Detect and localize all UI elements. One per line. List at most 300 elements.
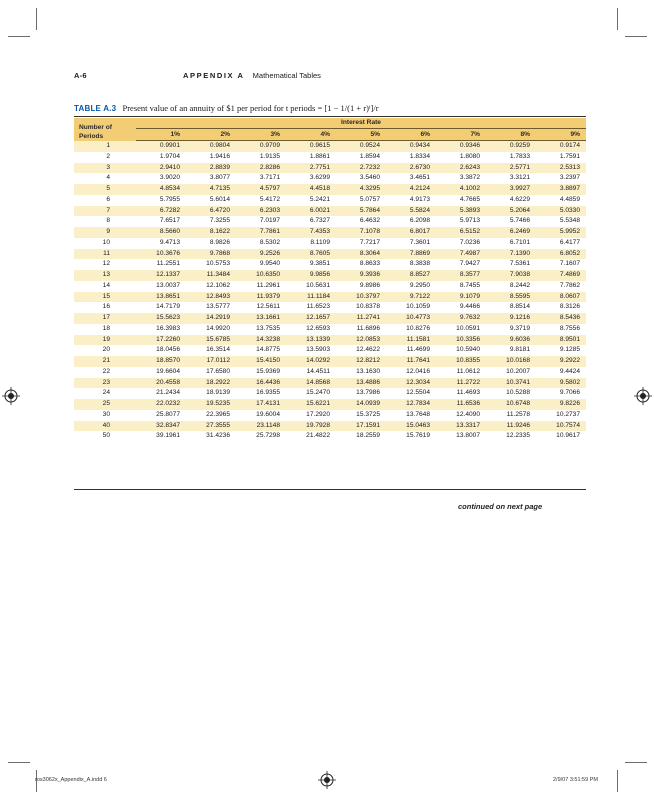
value-cell: 4.4859	[559, 195, 581, 203]
table-row	[74, 410, 586, 421]
table-row	[74, 227, 586, 238]
value-cell: 7.5361	[509, 260, 530, 268]
value-cell: 3.2397	[559, 174, 581, 182]
value-cell: 12.1337	[136, 270, 186, 281]
value-cell: 9.8226	[536, 399, 586, 410]
value-cell: 8.3064	[336, 249, 386, 260]
value-cell: 3.7171	[259, 174, 280, 182]
value-cell: 17.0112	[186, 356, 236, 367]
value-cell: 0.9174	[536, 141, 586, 152]
value-cell: 11.0612	[456, 367, 480, 375]
value-cell: 3.8077	[209, 174, 230, 182]
value-cell: 7.7862	[559, 281, 581, 289]
table-row	[74, 259, 586, 270]
registration-mark-right-icon	[634, 387, 652, 405]
value-cell: 19.5235	[186, 399, 236, 410]
period-cell: 24	[102, 389, 110, 397]
value-cell: 8.2442	[509, 281, 530, 289]
period-cell: 25	[74, 399, 136, 410]
value-cell: 4.4518	[286, 184, 336, 195]
value-cell: 18.2559	[356, 432, 380, 440]
period-cell: 19	[74, 335, 136, 346]
value-cell: 12.4622	[356, 346, 380, 354]
value-cell: 6.4177	[559, 238, 581, 246]
value-cell: 6.7101	[509, 238, 530, 246]
value-cell: 10.5753	[206, 260, 230, 268]
value-cell: 8.3838	[409, 260, 430, 268]
value-cell: 10.5288	[506, 389, 530, 397]
rate-column-header: 4%	[286, 129, 336, 141]
value-cell: 7.9038	[486, 270, 536, 281]
crop-mark-top-right	[617, 8, 618, 30]
value-cell: 17.2260	[136, 335, 186, 346]
value-cell: 6.0021	[286, 206, 336, 217]
value-cell: 10.9617	[556, 432, 581, 440]
value-cell: 8.9501	[536, 335, 586, 346]
value-cell: 25.7298	[256, 432, 280, 440]
table-row	[74, 173, 586, 184]
value-cell: 13.8651	[136, 292, 186, 303]
value-cell: 9.5802	[536, 378, 586, 389]
file-slug: ros3062x_Appendix_A.indd 6	[35, 777, 107, 783]
period-cell: 15	[74, 292, 136, 303]
value-cell: 7.3255	[209, 217, 230, 225]
value-cell: 12.0853	[336, 335, 386, 346]
crop-mark-top-left	[36, 8, 37, 30]
value-cell: 13.0037	[156, 281, 180, 289]
value-cell: 15.0463	[386, 421, 436, 432]
value-cell: 9.7066	[559, 389, 581, 397]
value-cell: 11.2722	[436, 378, 486, 389]
value-cell: 10.8378	[356, 303, 380, 311]
period-cell: 13	[74, 270, 136, 281]
value-cell: 10.3797	[336, 292, 386, 303]
value-cell: 11.6523	[306, 303, 330, 311]
table-row	[74, 281, 586, 292]
value-cell: 11.9379	[236, 292, 286, 303]
annuity-table	[74, 118, 586, 442]
table-row	[74, 345, 586, 356]
crop-mark-bottom-right-h	[625, 762, 647, 763]
value-cell: 2.7751	[286, 163, 336, 174]
periods-header	[74, 118, 136, 141]
period-cell: 8	[106, 217, 110, 225]
value-cell: 10.3741	[486, 378, 536, 389]
value-cell: 8.5595	[486, 292, 536, 303]
value-cell: 14.9920	[206, 324, 230, 332]
value-cell: 10.4773	[386, 313, 436, 324]
value-cell: 4.2124	[386, 184, 436, 195]
value-cell: 10.3676	[136, 249, 186, 260]
value-cell: 3.9020	[159, 174, 180, 182]
table-row	[74, 184, 586, 195]
value-cell: 15.7619	[406, 432, 430, 440]
period-cell: 7	[74, 206, 136, 217]
value-cell: 9.9540	[259, 260, 280, 268]
value-cell: 5.3893	[436, 206, 486, 217]
value-cell: 6.7282	[136, 206, 186, 217]
value-cell: 6.2098	[409, 217, 430, 225]
table-row	[74, 324, 586, 335]
value-cell: 12.7834	[386, 399, 436, 410]
period-cell: 5	[74, 184, 136, 195]
value-cell: 1.7591	[559, 152, 581, 160]
value-cell: 11.9246	[486, 421, 536, 432]
value-cell: 19.6604	[156, 367, 180, 375]
value-cell: 13.5903	[306, 346, 330, 354]
table-caption: Present value of an annuity of $1 per period for t periods = [1 − 1/(1 + r)ᵗ]/r	[122, 103, 379, 113]
value-cell: 11.1581	[386, 335, 436, 346]
period-cell: 17	[74, 313, 136, 324]
value-cell: 7.1078	[336, 227, 386, 238]
header-row-group	[74, 118, 586, 129]
period-cell: 6	[106, 195, 110, 203]
value-cell: 8.3577	[436, 270, 486, 281]
value-cell: 4.3295	[336, 184, 386, 195]
value-cell: 18.9139	[206, 389, 230, 397]
value-cell: 10.3356	[436, 335, 486, 346]
value-cell: 13.1339	[286, 335, 336, 346]
table-row	[74, 356, 586, 367]
value-cell: 6.8017	[386, 227, 436, 238]
value-cell: 0.9259	[486, 141, 536, 152]
crop-mark-top-right-h	[625, 36, 647, 37]
value-cell: 21.2434	[156, 389, 180, 397]
value-cell: 9.3851	[309, 260, 330, 268]
value-cell: 11.1184	[286, 292, 336, 303]
value-cell: 18.0456	[156, 346, 180, 354]
rate-column-header: 3%	[236, 129, 286, 141]
value-cell: 3.3872	[459, 174, 480, 182]
value-cell: 11.6896	[356, 324, 380, 332]
value-cell: 13.7535	[256, 324, 280, 332]
value-cell: 1.9135	[259, 152, 280, 160]
value-cell: 9.1216	[486, 313, 536, 324]
value-cell: 17.2920	[306, 410, 330, 418]
periods-header-line2: Periods	[79, 132, 104, 140]
value-cell: 17.1591	[336, 421, 386, 432]
value-cell: 16.3983	[156, 324, 180, 332]
value-cell: 12.0416	[406, 367, 430, 375]
rate-column-header: 2%	[186, 129, 236, 141]
period-cell: 9	[74, 227, 136, 238]
table-title	[74, 103, 379, 113]
value-cell: 3.9927	[486, 184, 536, 195]
value-cell: 9.6036	[486, 335, 536, 346]
value-cell: 5.4172	[259, 195, 280, 203]
value-cell: 8.0607	[536, 292, 586, 303]
value-cell: 7.0236	[459, 238, 480, 246]
period-cell: 16	[102, 303, 110, 311]
value-cell: 7.0197	[259, 217, 280, 225]
table-top-rule	[74, 116, 586, 117]
value-cell: 8.8527	[386, 270, 436, 281]
value-cell: 15.6221	[286, 399, 336, 410]
table-row	[74, 313, 586, 324]
value-cell: 10.0591	[456, 324, 480, 332]
value-cell: 8.5302	[259, 238, 280, 246]
crop-mark-top-left-h	[8, 36, 30, 37]
table-row	[74, 163, 586, 174]
value-cell: 10.2737	[556, 410, 581, 418]
value-cell: 5.7466	[509, 217, 530, 225]
value-cell: 13.8007	[456, 432, 480, 440]
value-cell: 15.6785	[186, 335, 236, 346]
value-cell: 1.8334	[409, 152, 430, 160]
value-cell: 9.2950	[409, 281, 430, 289]
page-number: A-6	[74, 71, 87, 80]
value-cell: 22.3965	[206, 410, 230, 418]
value-cell: 9.8986	[359, 281, 380, 289]
timestamp-slug: 2/9/07 3:51:59 PM	[553, 777, 598, 783]
value-cell: 10.6350	[236, 270, 286, 281]
value-cell: 13.4886	[336, 378, 386, 389]
value-cell: 11.4699	[406, 346, 430, 354]
value-cell: 7.8869	[386, 249, 436, 260]
value-cell: 12.8212	[336, 356, 386, 367]
rate-column-header: 7%	[436, 129, 486, 141]
table-row	[74, 388, 586, 399]
value-cell: 1.9416	[209, 152, 230, 160]
running-head-section: APPENDIX A	[183, 71, 245, 80]
period-cell: 11	[74, 249, 136, 260]
value-cell: 2.6730	[386, 163, 436, 174]
value-cell: 22.0232	[136, 399, 186, 410]
header-row-rates	[74, 129, 586, 141]
value-cell: 12.6593	[306, 324, 330, 332]
value-cell: 15.4150	[236, 356, 286, 367]
value-cell: 9.4713	[159, 238, 180, 246]
period-cell: 50	[102, 432, 110, 440]
period-cell: 22	[102, 367, 110, 375]
table-row	[74, 141, 586, 152]
table-row	[74, 152, 586, 163]
period-cell: 14	[102, 281, 110, 289]
value-cell: 9.8181	[509, 346, 530, 354]
value-cell: 1.7833	[509, 152, 530, 160]
value-cell: 21.4822	[306, 432, 330, 440]
value-cell: 0.9804	[186, 141, 236, 152]
value-cell: 9.1285	[559, 346, 581, 354]
running-head-title: Mathematical Tables	[252, 71, 321, 80]
value-cell: 4.1002	[436, 184, 486, 195]
value-cell: 11.2961	[256, 281, 280, 289]
value-cell: 11.2578	[506, 410, 530, 418]
table-row	[74, 206, 586, 217]
rate-column-header: 5%	[336, 129, 386, 141]
value-cell: 7.4869	[536, 270, 586, 281]
value-cell: 3.5460	[359, 174, 380, 182]
value-cell: 5.5348	[559, 217, 581, 225]
value-cell: 9.4466	[459, 303, 480, 311]
rate-column-header: 8%	[486, 129, 536, 141]
value-cell: 4.8534	[136, 184, 186, 195]
value-cell: 0.9709	[236, 141, 286, 152]
value-cell: 5.6014	[209, 195, 230, 203]
value-cell: 6.5152	[436, 227, 486, 238]
value-cell: 9.2922	[536, 356, 586, 367]
value-cell: 5.0757	[359, 195, 380, 203]
value-cell: 9.3719	[509, 324, 530, 332]
value-cell: 18.2922	[186, 378, 236, 389]
value-cell: 15.3725	[356, 410, 380, 418]
value-cell: 11.2551	[156, 260, 180, 268]
period-cell: 4	[106, 174, 110, 182]
value-cell: 16.9355	[256, 389, 280, 397]
value-cell: 9.4424	[559, 367, 581, 375]
value-cell: 7.9427	[459, 260, 480, 268]
running-head	[183, 71, 321, 80]
period-cell: 23	[74, 378, 136, 389]
value-cell: 9.3936	[336, 270, 386, 281]
value-cell: 12.1657	[286, 313, 336, 324]
value-cell: 5.5824	[386, 206, 436, 217]
value-cell: 9.7868	[186, 249, 236, 260]
value-cell: 2.5771	[486, 163, 536, 174]
table-row	[74, 249, 586, 260]
period-cell: 1	[74, 141, 136, 152]
table-row	[74, 270, 586, 281]
value-cell: 19.7928	[286, 421, 336, 432]
table-row	[74, 302, 586, 313]
value-cell: 15.5623	[136, 313, 186, 324]
registration-mark-left-icon	[2, 387, 20, 405]
value-cell: 0.9434	[386, 141, 436, 152]
value-cell: 8.5660	[136, 227, 186, 238]
value-cell: 0.9615	[286, 141, 336, 152]
value-cell: 13.3317	[436, 421, 486, 432]
value-cell: 14.8775	[256, 346, 280, 354]
period-cell: 2	[106, 152, 110, 160]
value-cell: 13.7986	[356, 389, 380, 397]
registration-mark-bottom-icon	[318, 771, 336, 789]
value-cell: 5.9952	[536, 227, 586, 238]
value-cell: 5.7955	[159, 195, 180, 203]
crop-mark-bottom-left-h	[8, 762, 30, 763]
value-cell: 1.8861	[309, 152, 330, 160]
value-cell: 5.2421	[309, 195, 330, 203]
value-cell: 1.8594	[359, 152, 380, 160]
value-cell: 13.1661	[236, 313, 286, 324]
table-row	[74, 238, 586, 249]
value-cell: 31.4236	[206, 432, 230, 440]
value-cell: 7.1607	[559, 260, 581, 268]
value-cell: 14.0292	[286, 356, 336, 367]
value-cell: 9.2526	[236, 249, 286, 260]
period-cell: 30	[102, 410, 110, 418]
value-cell: 0.9346	[436, 141, 486, 152]
value-cell: 14.2919	[186, 313, 236, 324]
table-row	[74, 431, 586, 442]
value-cell: 13.1630	[356, 367, 380, 375]
value-cell: 4.5797	[236, 184, 286, 195]
value-cell: 8.7556	[559, 324, 581, 332]
table-row	[74, 378, 586, 389]
period-cell: 21	[74, 356, 136, 367]
value-cell: 7.1390	[486, 249, 536, 260]
value-cell: 20.4558	[136, 378, 186, 389]
value-cell: 3.4651	[409, 174, 430, 182]
value-cell: 23.1148	[236, 421, 286, 432]
period-cell: 10	[102, 238, 110, 246]
value-cell: 8.8514	[509, 303, 530, 311]
value-cell: 12.4090	[456, 410, 480, 418]
table-row	[74, 216, 586, 227]
value-cell: 8.7605	[286, 249, 336, 260]
value-cell: 16.4436	[236, 378, 286, 389]
value-cell: 0.9524	[336, 141, 386, 152]
value-cell: 12.8493	[186, 292, 236, 303]
rate-column-header: 6%	[386, 129, 436, 141]
value-cell: 2.8286	[236, 163, 286, 174]
value-cell: 5.2064	[486, 206, 536, 217]
value-cell: 8.8633	[359, 260, 380, 268]
value-cell: 11.4693	[456, 389, 480, 397]
value-cell: 27.3555	[186, 421, 236, 432]
value-cell: 3.8897	[536, 184, 586, 195]
value-cell: 12.5611	[256, 303, 280, 311]
value-cell: 13.5777	[206, 303, 230, 311]
period-cell: 18	[102, 324, 110, 332]
value-cell: 12.5504	[406, 389, 430, 397]
value-cell: 2.8839	[186, 163, 236, 174]
value-cell: 12.2335	[506, 432, 530, 440]
value-cell: 6.8052	[536, 249, 586, 260]
value-cell: 9.9856	[286, 270, 336, 281]
value-cell: 11.6536	[436, 399, 486, 410]
value-cell: 12.3034	[386, 378, 436, 389]
value-cell: 10.8355	[436, 356, 486, 367]
value-cell: 10.8276	[406, 324, 430, 332]
value-cell: 11.2741	[336, 313, 386, 324]
value-cell: 7.4987	[436, 249, 486, 260]
value-cell: 12.1062	[206, 281, 230, 289]
value-cell: 4.9173	[409, 195, 430, 203]
value-cell: 6.4632	[359, 217, 380, 225]
value-cell: 5.7864	[336, 206, 386, 217]
value-cell: 32.8347	[136, 421, 186, 432]
value-cell: 6.7327	[309, 217, 330, 225]
period-cell: 20	[102, 346, 110, 354]
period-cell: 3	[74, 163, 136, 174]
table-row	[74, 399, 586, 410]
value-cell: 10.0168	[486, 356, 536, 367]
value-cell: 8.7455	[459, 281, 480, 289]
value-cell: 1.9704	[159, 152, 180, 160]
value-cell: 4.7135	[186, 184, 236, 195]
value-cell: 7.7861	[236, 227, 286, 238]
value-cell: 6.2469	[486, 227, 536, 238]
value-cell: 14.0939	[336, 399, 386, 410]
period-cell: 12	[102, 260, 110, 268]
value-cell: 0.9901	[136, 141, 186, 152]
table-row	[74, 421, 586, 432]
rate-column-header: 1%	[136, 129, 186, 141]
value-cell: 7.7217	[359, 238, 380, 246]
value-cell: 39.1961	[156, 432, 180, 440]
value-cell: 8.3126	[559, 303, 581, 311]
value-cell: 8.1622	[186, 227, 236, 238]
rate-column-header: 9%	[536, 129, 586, 141]
value-cell: 18.8570	[136, 356, 186, 367]
value-cell: 10.2007	[506, 367, 530, 375]
value-cell: 2.6243	[436, 163, 486, 174]
value-cell: 8.5436	[536, 313, 586, 324]
value-cell: 14.4511	[306, 367, 330, 375]
value-cell: 10.1059	[406, 303, 430, 311]
table-row	[74, 335, 586, 346]
value-cell: 3.3121	[509, 174, 530, 182]
